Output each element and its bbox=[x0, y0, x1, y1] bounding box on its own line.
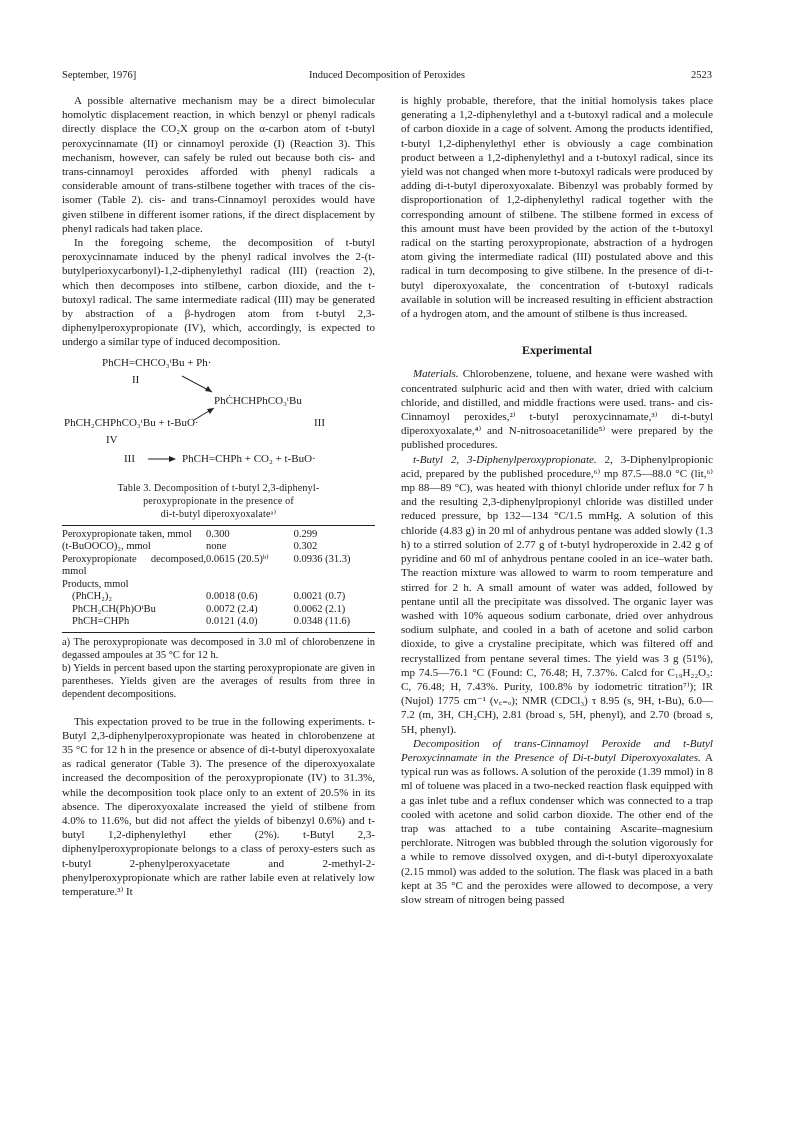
table-row: Peroxypropionate decomposed, mmol 0.0615 (20.5)ᵇ⁾ 0.0936 (31.3) bbox=[62, 553, 351, 578]
paragraph-scheme-intro: In the foregoing scheme, the decomposition of t-butyl peroxycinnamate induced by the phenyl radical involves the 2-(t-butylperioxycarbonyl)-1,2-diphenylethyl radical (III) (reaction 2), which then decomposes into stilbene, carbon dioxide, and the t-butoxyl radical. The same intermediate radical (III) may be generated by abstraction of a β-hydrogen atom from t-butyl 2,3-diphenylperoxypropionate (IV), which, accordingly, is expected to undergo a similar type of induced decomposition. bbox=[62, 237, 375, 349]
scheme-product-III: PhĊHCHPhCO₃ᵗBu bbox=[214, 394, 302, 407]
materials-text: Chlorobenzene, toluene, and hexane were washed with concentrated sulphuric acid and then with water, dried with calcium chloride, and distilled, and middle fractions were used. trans- and cis-Cinnamoyl peroxides,²⁾ t-butyl peroxycinnamate,³⁾ di-t-butyl diperoxyoxalate,⁴⁾ and N-nitrosoacetanilide⁵⁾ were prepared by the published procedures. bbox=[401, 368, 713, 452]
table-note-a: a) The peroxypropionate was decomposed in 3.0 ml of chlorobenzene in degassed ampoules at 35 °C for 12 h. bbox=[62, 636, 375, 661]
scheme-reactant-1: PhCH=CHCO₃ᵗBu + Ph· bbox=[102, 356, 212, 369]
left-column bbox=[62, 94, 375, 899]
peroxypropionate-text: 2, 3-Diphenylpropionic acid, prepared by the published procedure,⁶⁾ mp 87.5—88.0 °C (lit,⁶⁾ mp 88—89 °C), was heated with thionyl chloride under reflux for 7 h and the resulting 2,3-diphenylpropionyl chloride was distilled under reduced pressure, bp 132—134 °C/1.5 mmHg. A solution of this chloride (4.83 g) in 20 ml of anhydrous pentane was added slowly (1.3 h) to a stirred solution of 2.77 g of t-butyl hydroperoxide in 2.42 g of pyridine and 60 ml of anhydrous pentane cooled in an ice–water bath. The reaction mixture was allowed to warm to room temperature and stirred for 2 h. A small amount of water was added, followed by pentane until all the precipitate was dissolved. The organic layer was washed with 10% aqueous sodium carbonate, dried over anhydrous sodium sulphate, and cooled in a bath of acetone and solid carbon dioxide, to give a crystaline precipitate, which was filtered off and recrystallized from pentane several times. The yield was 3 g (51%), mp 74.5—76.1 °C (Found: C, 76.48; H, 7.37%. Calcd for C₁₉H₂₂O₃: C, 76.48; H, 7.43%. Purity, 100.8% by iodometric titration⁷⁾); IR (Nujol) 1775 cm⁻¹ (ν꜀₌ₒ); NMR (CDCl₃) τ 8.95 (s, 9H, t-Bu), 6.0—7.2 (m, 3H, CH₂CH), 2.81 (broad s, 5H, phenyl), and 2.70 (broad s, 5H, phenyl). bbox=[401, 453, 713, 736]
paragraph-mechanism: A possible alternative mechanism may be a direct bimolecular homolytic displacement reaction, in which benzyl or phenyl radicals directly displace the CO₂X group on the α-carbon atom of t-butyl peroxycinnamate (II) or cinnamoyl peroxide (I) (Reaction 3). This mechanism, however, can safely be ruled out because both cis- and trans-cinnamoyl peroxides afforded with phenyl radicals a considerable amount of trans-stilbene together with traces of the cis-isomer (Table 2). cis- and trans-Cinnamoyl peroxides would have given stilbene in different isomer rations, if the direct displacement by phenyl radicals had taken place. bbox=[62, 95, 375, 235]
running-header bbox=[62, 70, 712, 86]
table-row: Peroxypropionate taken, mmol 0.300 0.299 bbox=[62, 525, 375, 541]
arrow-decomposition-head bbox=[169, 456, 176, 462]
scheme-line3-reactant: III bbox=[124, 452, 135, 465]
header-title: Induced Decomposition of Peroxides bbox=[308, 70, 465, 81]
table-row: (PhCH₂)₂ 0.0018 (0.6) 0.0021 (0.7) bbox=[72, 591, 346, 603]
reaction-scheme bbox=[62, 354, 375, 504]
scheme-line3-product: PhCH=CHPh + CO₂ + t-BuO· bbox=[182, 452, 316, 465]
scheme-reactant-2: PhCH₂CHPhCO₃ᵗBu + t-BuO· bbox=[64, 416, 199, 429]
table-notes bbox=[62, 636, 375, 701]
table-3 bbox=[62, 525, 375, 633]
scheme-label-II: II bbox=[132, 373, 140, 386]
section-title-experimental: Experimental bbox=[522, 343, 592, 358]
table-note-b: b) Yields in percent based upon the starting peroxypropionate are given in parentheses. Yields given are the averages of results from three in dependent decompositions. bbox=[62, 662, 375, 700]
scheme-label-III: III bbox=[314, 416, 325, 429]
scheme-label-IV: IV bbox=[106, 433, 118, 446]
table-row: PhCH₂CH(Ph)OᵗBu 0.0072 (2.4) 0.0062 (2.1) bbox=[72, 603, 346, 615]
paragraph-decomposition bbox=[401, 737, 713, 907]
page-number: 2523 bbox=[691, 70, 712, 81]
table-row: (t-BuOOCO)₂, mmol none 0.302 bbox=[62, 541, 318, 553]
paragraph-experiments: This expectation proved to be true in the following experiments. t-Butyl 2,3-diphenylperoxypropionate was heated in chlorobenzene at 35 °C for 12 h in the presence or absence of di-t-butyl diperoxyoxalate as radical generator (Table 3). The presence of the diperoxyoxalate increased the decomposition of the peroxypropionate (IV) to 31.3%, while the decomposition took place only to an extent of 20.5% in its absence. The diperoxyoxalate increased the yield of stilbene from 4.0% to 11.6%, but did not affect the yields of bibenzyl 0.6%) and t-butyl 1,2-diphenylethyl ether (2%). t-Butyl 2,3-diphenylperoxypropionate belongs to a class of peroxy-esters such as t-butyl 2-phenylperoxyacetate and 2-methyl-2-phenylperoxypropionate which are rather labile even at relatively low temperature.³⁾ It bbox=[62, 715, 375, 899]
right-column bbox=[401, 94, 713, 907]
paragraph-peroxypropionate bbox=[401, 453, 713, 737]
paragraph-materials bbox=[401, 367, 713, 452]
peroxypropionate-label: t-Butyl 2, 3-Diphenylperoxypropionate. bbox=[413, 453, 597, 466]
decomposition-text: A typical run was as follows. A solution of the peroxide (1.39 mmol) in 8 ml of toluene was placed in a two-necked reaction flask equipped with a gas inlet tube and a reflux condenser which was connected to a trap cooled with acetone and solid carbon dioxide. The other end of the trap was attached to a tube containing Ascarite–magnesium perchlorate. Nitrogen was bubbled through the solution vigorously for a while to remove dissolved oxygen, and di-t-butyl diperoxyoxalate (2.15 mmol) was added to the solution. The flask was placed in a bath kept at 35 °C and the peroxides were allowed to decompose, a very slow stream of nitrogen being passed bbox=[401, 751, 713, 906]
decomposition-label: Decomposition of trans-Cinnamoyl Peroxide and t-Butyl Peroxycinnamate in the Presence of Di-t-butyl Diperoxyoxalates. bbox=[401, 737, 713, 764]
table-row: Products, mmol bbox=[62, 578, 129, 590]
table-caption: Table 3. Decomposition of t-butyl 2,3-diphenyl- peroxypropionate in the presence of di-t-butyl diperoxyoxalateᵃ⁾ bbox=[117, 482, 320, 520]
materials-label: Materials. bbox=[413, 368, 459, 381]
table-row: PhCH=CHPh 0.0121 (4.0) 0.0348 (11.6) bbox=[62, 616, 375, 632]
paragraph-homolysis: is highly probable, therefore, that the initial homolysis takes place generating a 1,2-diphenylethyl and a t-butoxyl radical and a molecule of carbon dioxide in a cage of solvent. Among the products identified, t-butyl 1,2-diphenylethyl ether is obviously a cage combination product between a 1,2-diphenylethyl and a t-butoxyl radical, since its yield was not changed when more t-butoxyl radicals were produced by adding di-t-butyl diperoxyoxalate. Bibenzyl was probably formed by disproportionation of 1,2-diphenylethyl radical together with the corresponding amount of stilbene. The stilbene formed in excess of this amount must have been provided by the action of the t-butoxyl radical on the starting peroxypropionate, abstraction of a hydrogen atom giving the intermediate radical (III) postulated above and this radical in turn decomposing to give stilbene. In the presence of di-t-butyl diperoxyoxalate, the concentration of t-butoxyl radicals available in solution will be increased resulting in efficient abstraction of a hydrogen atom, and the amount of stilbene is thus increased. bbox=[401, 95, 713, 321]
header-date: September, 1976] bbox=[62, 70, 137, 81]
